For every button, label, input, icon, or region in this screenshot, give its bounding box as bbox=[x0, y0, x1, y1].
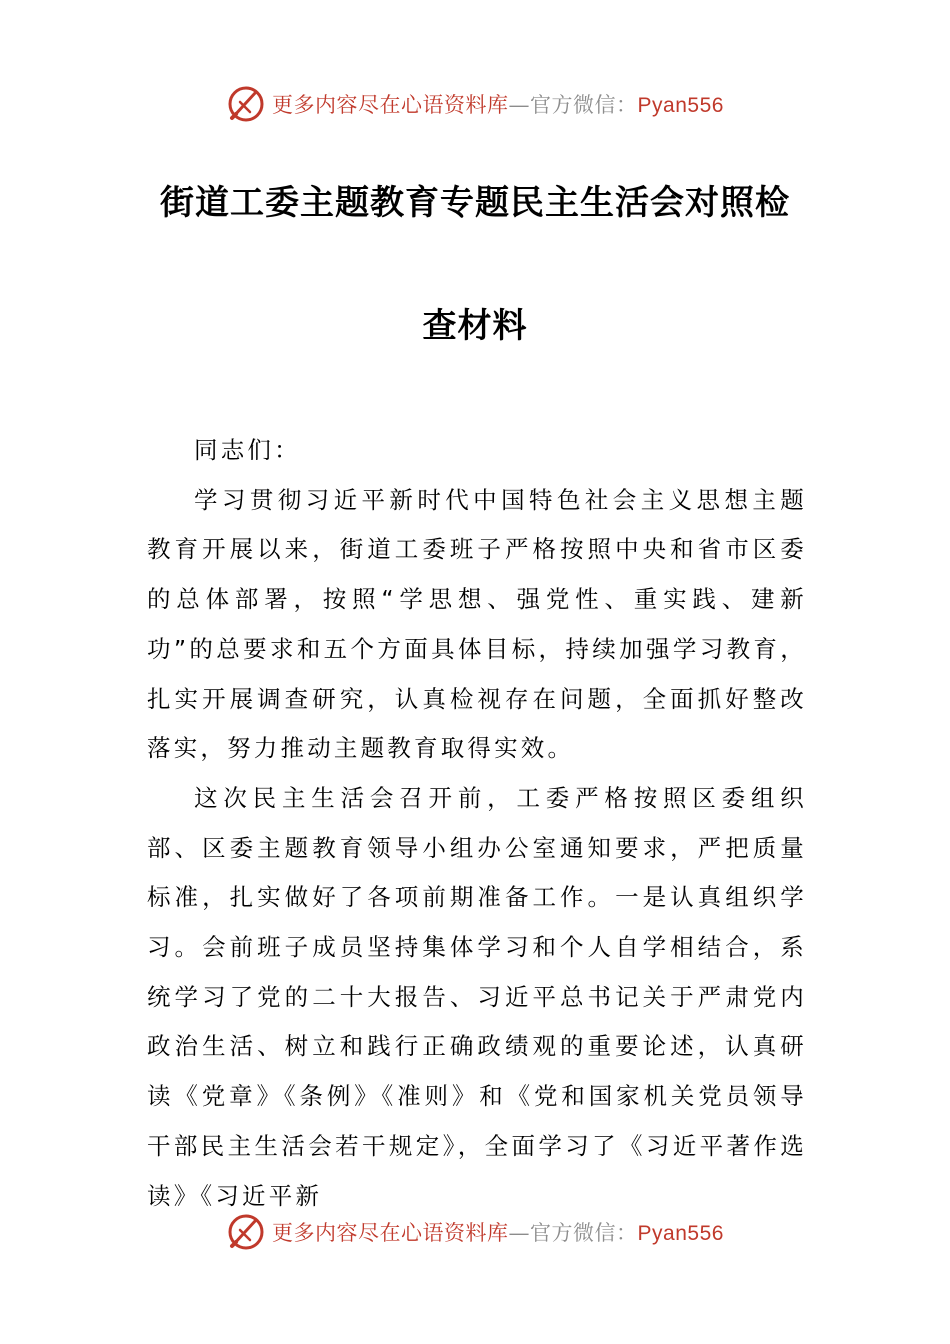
watermark-banner-top bbox=[0, 82, 950, 126]
greeting: 同志们： bbox=[194, 436, 301, 464]
document-title-line2: 查材料 bbox=[422, 306, 528, 346]
watermark-part3: Pyan556 bbox=[637, 1222, 724, 1245]
watermark-part2: —官方微信： bbox=[508, 1221, 638, 1245]
body-paragraph-1: 学习贯彻习近平新时代中国特色社会主义思想主题教育开展以来，街道工委班子严格按照中央和省市区委的总体部署，按照“学思想、强党性、重实践、建新功”的总要求和五个方面具体目标，持续加强学习教育，扎实开展调查研究，认真检视存在问题，全面抓好整改落实，努力推动主题教育取得实效。 bbox=[147, 485, 807, 763]
document-title-line1: 街道工委主题教育专题民主生活会对照检 bbox=[160, 183, 790, 223]
document-body bbox=[147, 426, 807, 1221]
watermark-part3: Pyan556 bbox=[637, 94, 724, 117]
body-paragraph-2: 这次民主生活会召开前，工委严格按照区委组织部、区委主题教育领导小组办公室通知要求，严把质量标准，扎实做好了各项前期准备工作。一是认真组织学习。会前班子成员坚持集体学习和个人自学相结合，系统学习了党的二十大报告、习近平总书记关于严肃党内政治生活、树立和践行正确政绩观的重要论述，认真研读《党章》《条例》《准则》和《党和国家机关党员领导干部民主生活会若干规定》，全面学习了《习近平著作选读》《习近平新 bbox=[147, 783, 807, 1210]
watermark-part1: 更多内容尽在心语资料库 bbox=[272, 1221, 509, 1245]
watermark-text bbox=[272, 89, 724, 119]
watermark-part2: —官方微信： bbox=[508, 93, 638, 117]
quill-logo-icon bbox=[226, 1212, 266, 1252]
quill-logo-icon bbox=[226, 84, 266, 124]
watermark-text bbox=[272, 1217, 724, 1247]
watermark-part1: 更多内容尽在心语资料库 bbox=[272, 93, 509, 117]
watermark-banner-bottom bbox=[0, 1210, 950, 1254]
